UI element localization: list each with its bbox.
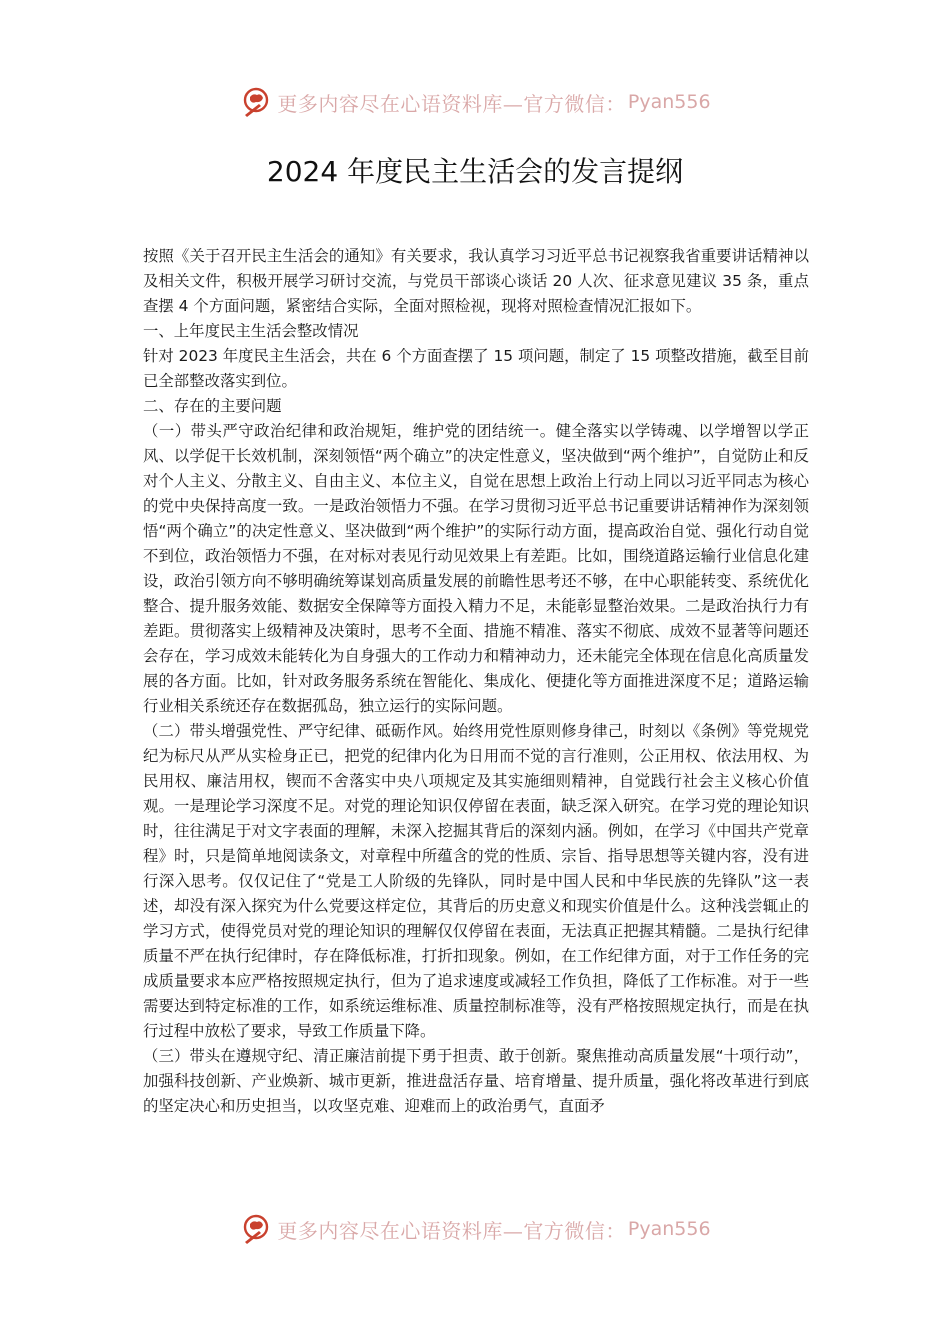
watermark-footer xyxy=(0,1209,950,1249)
intro-paragraph: 按照《关于召开民主生活会的通知》有关要求，我认真学习习近平总书记视察我省重要讲话精神以及相关文件，积极开展学习研讨交流，与党员干部谈心谈话 20 人次、征求意见建议 35 条，重点查摆 4 个方面问题，紧密结合实际，全面对照检视，现将对照检查情况汇报如下。 xyxy=(143,247,809,315)
document-title: 2024 年度民主生活会的发言提纲 xyxy=(266,155,684,188)
watermark-text: 更多内容尽在心语资料库—官方微信： xyxy=(277,1218,626,1243)
section-heading-1: 一、上年度民主生活会整改情况 xyxy=(143,322,359,340)
section-paragraph-1: 针对 2023 年度民主生活会，共在 6 个方面查摆了 15 项问题，制定了 15 项整改措施，截至目前已全部整改落实到位。 xyxy=(143,347,809,390)
brain-pen-logo-icon xyxy=(239,1212,273,1246)
subsection-paragraph-3: （三）带头在遵规守纪、清正廉洁前提下勇于担责、敢于创新。聚焦推动高质量发展“十项行动”，加强科技创新、产业焕新、城市更新，推进盘活存量、培育增量、提升质量，强化将改革进行到底的坚定决心和历史担当，以攻坚克难、迎难而上的政治勇气，直面矛 xyxy=(143,1047,809,1115)
subsection-paragraph-1: （一）带头严守政治纪律和政治规矩，维护党的团结统一。健全落实以学铸魂、以学增智以学正风、以学促干长效机制，深刻领悟“两个确立”的决定性意义，坚决做到“两个维护”，自觉防止和反对个人主义、分散主义、自由主义、本位主义，自觉在思想上政治上行动上同以习近平同志为核心的党中央保持高度一致。一是政治领悟力不强。在学习贯彻习近平总书记重要讲话精神作为深刻领悟“两个确立”的决定性意义、坚决做到“两个维护”的实际行动方面，提高政治自觉、强化行动自觉不到位，政治领悟力不强，在对标对表见行动见效果上有差距。比如，围绕道路运输行业信息化建设，政治引领方向不够明确统筹谋划高质量发展的前瞻性思考还不够，在中心职能转变、系统优化整合、提升服务效能、数据安全保障等方面投入精力不足，未能彰显整治效果。二是政治执行力有差距。贯彻落实上级精神及决策时，思考不全面、措施不精准、落实不彻底、成效不显著等问题还会存在，学习成效未能转化为自身强大的工作动力和精神动力，还未能完全体现在信息化高质量发展的各方面。比如，针对政务服务系统在智能化、集成化、便捷化等方面推进深度不足；道路运输行业相关系统还存在数据孤岛，独立运行的实际问题。 xyxy=(143,422,809,715)
document-body xyxy=(143,244,809,1119)
watermark-text: 更多内容尽在心语资料库—官方微信： xyxy=(277,91,626,116)
subsection-paragraph-2: （二）带头增强党性、严守纪律、砥砺作风。始终用党性原则修身律己，时刻以《条例》等党规党纪为标尺从严从实检身正已，把党的纪律内化为日用而不觉的言行准则，公正用权、依法用权、为民用权、廉洁用权，锲而不舍落实中央八项规定及其实施细则精神，自觉践行社会主义核心价值观。一是理论学习深度不足。对党的理论知识仅停留在表面，缺乏深入研究。在学习党的理论知识时，往往满足于对文字表面的理解，未深入挖掘其背后的深刻内涵。例如，在学习《中国共产党章程》时，只是简单地阅读条文，对章程中所蕴含的党的性质、宗旨、指导思想等关键内容，没有进行深入思考。仅仅记住了“党是工人阶级的先锋队，同时是中国人民和中华民族的先锋队”这一表述，却没有深入探究为什么党要这样定位，其背后的历史意义和现实价值是什么。这种浅尝辄止的学习方式，使得党员对党的理论知识的理解仅仅停留在表面，无法真正把握其精髓。二是执行纪律质量不严在执行纪律时，存在降低标准，打折扣现象。例如，在工作纪律方面，对于工作任务的完成质量要求本应严格按照规定执行，但为了追求速度或减轻工作负担，降低了工作标准。对于一些需要达到特定标准的工作，如系统运维标准、质量控制标准等，没有严格按照规定执行，而是在执行过程中放松了要求，导致工作质量下降。 xyxy=(143,722,809,1040)
watermark-wechat-id: Pyan556 xyxy=(627,1218,711,1240)
section-heading-2: 二、存在的主要问题 xyxy=(143,397,282,415)
brain-pen-logo-icon xyxy=(239,85,273,119)
watermark-header xyxy=(0,82,950,122)
watermark-wechat-id: Pyan556 xyxy=(627,91,711,113)
